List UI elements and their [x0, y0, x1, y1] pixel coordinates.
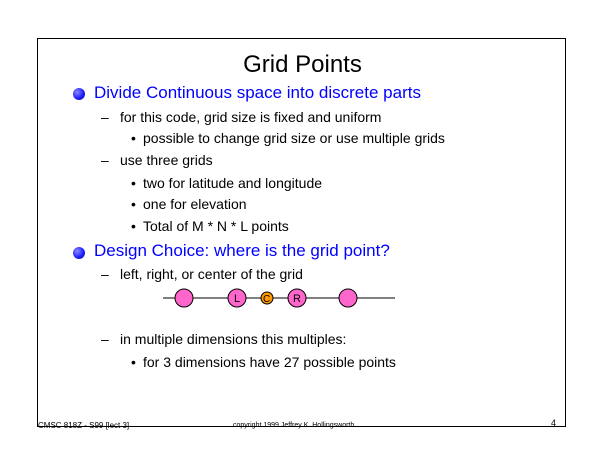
dash-2-2: –: [101, 331, 109, 347]
footer-copyright: copyright 1999 Jeffrey K. Hollingsworth: [233, 422, 355, 429]
dash-2-1: –: [101, 266, 109, 282]
subsub-1-1-1-text: possible to change grid size or use multiple grids: [143, 130, 445, 146]
label-right: R: [293, 293, 301, 305]
dot-2-2-1: •: [131, 354, 136, 370]
bullet-1-text: Divide Continuous space into discrete parts: [94, 83, 421, 102]
dot-1-2-1: •: [131, 175, 136, 191]
subsub-1-2-1-text: two for latitude and longitude: [143, 175, 323, 191]
dash-1-1: –: [101, 109, 109, 125]
grid-point-4: [339, 289, 357, 307]
label-left: L: [234, 293, 241, 305]
dot-1-2-2: •: [131, 196, 136, 212]
bullet-2-text: Design Choice: where is the grid point?: [94, 241, 390, 260]
subsub-1-2-2-text: one for elevation: [143, 196, 247, 212]
dot-1-1-1: •: [131, 130, 136, 146]
sub-1-1-text: for this code, grid size is fixed and uniform: [120, 109, 382, 125]
sub-1-2-text: use three grids: [120, 152, 213, 168]
dot-1-2-3: •: [131, 218, 136, 234]
footer-course: CMSC 818Z - S99 [lect 3]: [38, 421, 130, 430]
grid-point-1: [175, 289, 193, 307]
sub-2-2-text: in multiple dimensions this multiples:: [120, 331, 347, 347]
sub-2-1-text: left, right, or center of the grid: [120, 266, 303, 282]
subsub-2-2-1-text: for 3 dimensions have 27 possible points: [143, 354, 396, 370]
label-center: C: [263, 294, 271, 305]
dash-1-2: –: [101, 152, 109, 168]
slide-title: Grid Points: [243, 51, 362, 78]
footer-page-number: 4: [551, 418, 557, 428]
subsub-1-2-3-text: Total of M * N * L points: [143, 218, 289, 234]
